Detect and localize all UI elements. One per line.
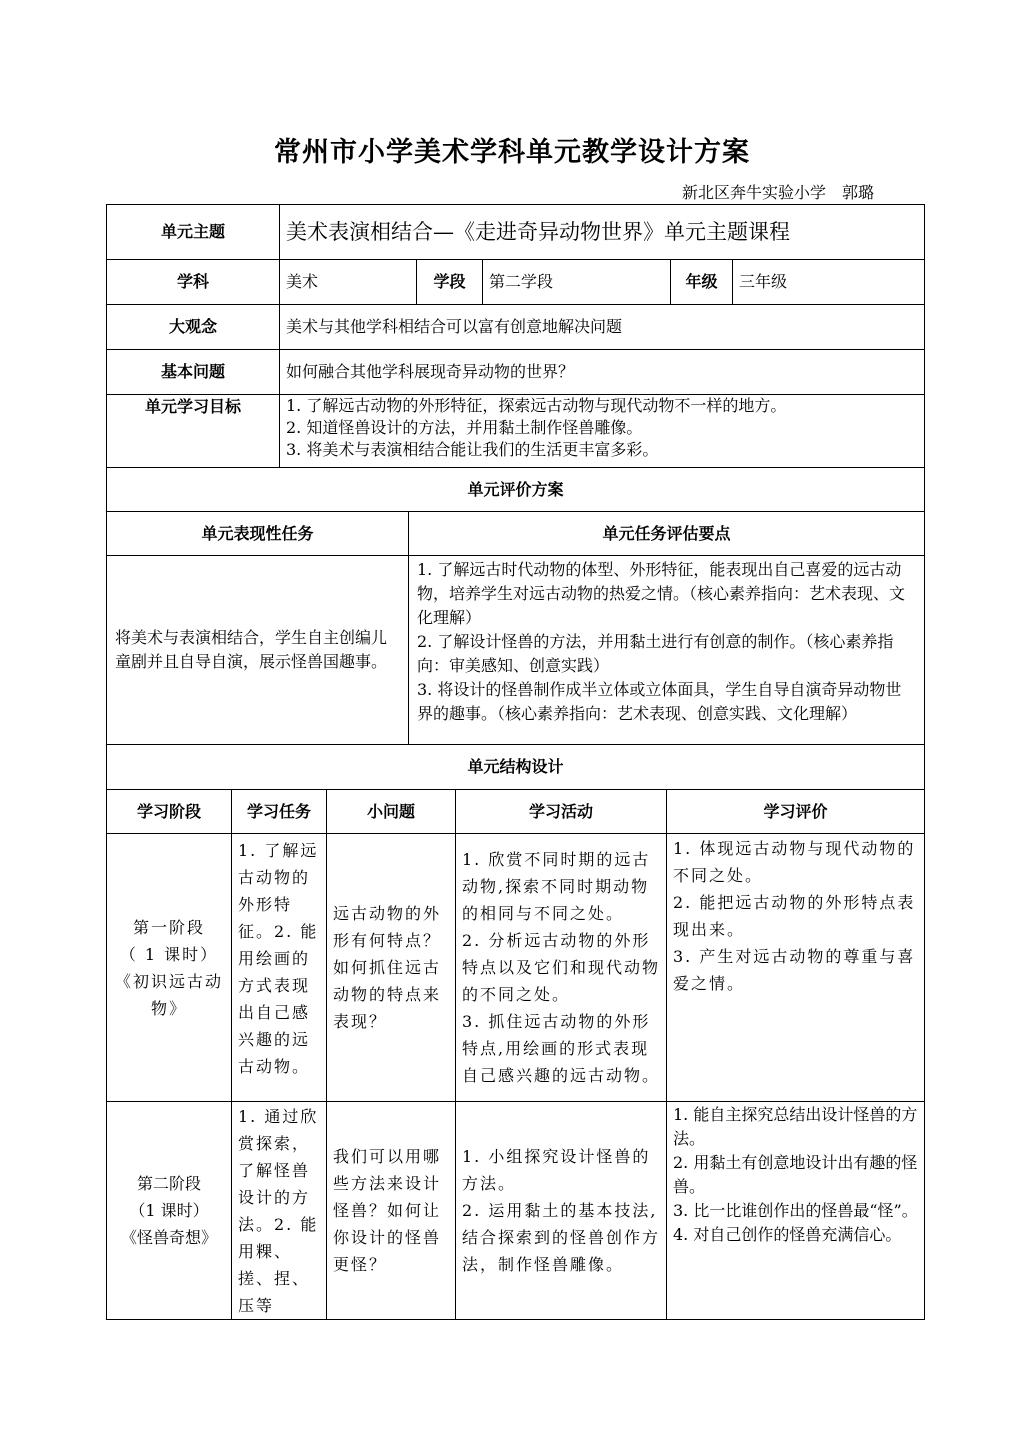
header-evaluation: 学习评价 xyxy=(667,790,925,834)
structure-table xyxy=(106,789,925,1320)
question-value: 如何融合其他学科展现奇异动物的世界？ xyxy=(280,350,925,395)
activity-item: 1. 欣赏不同时期的远古动物,探索不同时期动物的相同与不同之处。 xyxy=(462,850,651,923)
author-line: 新北区奔牛实验小学 郭璐 xyxy=(681,183,874,202)
header-task: 学习任务 xyxy=(232,790,327,834)
goals-list xyxy=(280,395,925,468)
question-cell: 我们可以用哪些方法来设计怪兽？如何让你设计的怪兽更怪？ xyxy=(327,1102,456,1320)
evaluation-cell xyxy=(667,1102,925,1320)
page-title: 常州市小学美术学科单元教学设计方案 xyxy=(274,137,750,168)
task-cell: 1. 了解远古动物的外形特征。2. 能用绘画的方式表现出自己感兴趣的远古动物。 xyxy=(232,834,327,1102)
goal-item: 1. 了解远古动物的外形特征，探索远古动物与现代动物不一样的地方。 xyxy=(286,396,787,415)
evaluation-item: 2. 能把远古动物的外形特点表现出来。 xyxy=(673,893,916,939)
goal-item: 2. 知道怪兽设计的方法，并用黏土制作怪兽雕像。 xyxy=(286,418,643,437)
concept-value: 美术与其他学科相结合可以富有创意地解决问题 xyxy=(280,305,925,350)
stage-hours: （1 课时） xyxy=(129,1201,209,1220)
table-row xyxy=(107,834,925,1102)
goal-item: 3. 将美术与表演相结合能让我们的生活更丰富多彩。 xyxy=(286,440,659,459)
activity-item: 1. 小组探究设计怪兽的方法。 xyxy=(462,1147,651,1193)
evaluation-item: 3. 比一比谁创作出的怪兽最“怪”。 xyxy=(673,1201,918,1220)
task-header: 单元表现性任务 xyxy=(107,512,409,556)
stage-value: 第二学段 xyxy=(483,260,671,305)
evaluation-cell xyxy=(667,834,925,1102)
design-table-container xyxy=(106,204,924,1320)
points-header: 单元任务评估要点 xyxy=(409,512,925,556)
evaluation-item: 2. 用黏土有创意地设计出有趣的怪兽。 xyxy=(673,1153,918,1196)
evaluation-item: 1. 体现远古动物与现代动物的不同之处。 xyxy=(673,839,916,885)
stage-lesson: 《怪兽奇想》 xyxy=(120,1228,217,1247)
question-label: 基本问题 xyxy=(107,350,280,395)
evaluation-item: 4. 对自己创作的怪兽充满信心。 xyxy=(673,1225,902,1244)
structure-section-title: 单元结构设计 xyxy=(107,745,925,790)
stage-label: 学段 xyxy=(417,260,483,305)
question-cell: 远古动物的外形有何特点？如何抓住远古动物的特点来表现？ xyxy=(327,834,456,1102)
evaluation-point: 2. 了解设计怪兽的方法，并用黏土进行有创意的制作。（核心素养指向：审美感知、创意实践） xyxy=(417,632,894,675)
goals-label: 单元学习目标 xyxy=(107,395,280,468)
stage-name: 第二阶段 xyxy=(136,1174,201,1193)
concept-label: 大观念 xyxy=(107,305,280,350)
evaluation-item: 3. 产生对远古动物的尊重与喜爱之情。 xyxy=(673,947,916,993)
stage-lesson: 《初识远古动物》 xyxy=(114,971,223,1018)
table-row xyxy=(107,1102,925,1320)
activity-item: 2. 运用黏土的基本技法,结合探索到的怪兽创作方法，制作怪兽雕像。 xyxy=(462,1201,661,1274)
theme-value: 美术表演相结合—《走进奇异动物世界》单元主题课程 xyxy=(280,205,925,260)
evaluation-section-title: 单元评价方案 xyxy=(107,468,925,512)
grade-value: 三年级 xyxy=(733,260,925,305)
activity-cell xyxy=(456,1102,667,1320)
stage-hours: （ 1 课时） xyxy=(119,944,219,964)
header-question: 小问题 xyxy=(327,790,456,834)
header-activity: 学习活动 xyxy=(456,790,667,834)
subject-value: 美术 xyxy=(280,260,417,305)
evaluation-points xyxy=(409,556,925,745)
activity-item: 3. 抓住远古动物的外形特点,用绘画的形式表现自己感兴趣的远古动物。 xyxy=(462,1012,661,1085)
performance-task: 将美术与表演相结合，学生自主创编儿童剧并且自导自演，展示怪兽国趣事。 xyxy=(107,556,409,745)
stage-cell xyxy=(107,1102,232,1320)
stage-cell xyxy=(107,834,232,1102)
evaluation-item: 1. 能自主探究总结出设计怪兽的方法。 xyxy=(673,1105,918,1148)
header-stage: 学习阶段 xyxy=(107,790,232,834)
evaluation-point: 1. 了解远古时代动物的体型、外形特征，能表现出自己喜爱的远古动物，培养学生对远古动物的热爱之情。（核心素养指向：艺术表现、文化理解） xyxy=(417,560,906,627)
evaluation-table xyxy=(106,467,925,790)
activity-item: 2. 分析远古动物的外形特点以及它们和现代动物的不同之处。 xyxy=(462,931,661,1004)
stage-name: 第一阶段 xyxy=(132,917,205,937)
task-cell: 1. 通过欣赏探索，了解怪兽设计的方法。2. 能用粿、搓、捏、压等 xyxy=(232,1102,327,1320)
grade-label: 年级 xyxy=(671,260,733,305)
info-table xyxy=(106,204,925,468)
evaluation-point: 3. 将设计的怪兽制作成半立体或立体面具，学生自导自演奇异动物世界的趣事。（核心素养指向：艺术表现、创意实践、文化理解） xyxy=(417,680,902,723)
activity-cell xyxy=(456,834,667,1102)
subject-label: 学科 xyxy=(107,260,280,305)
theme-label: 单元主题 xyxy=(107,205,280,260)
